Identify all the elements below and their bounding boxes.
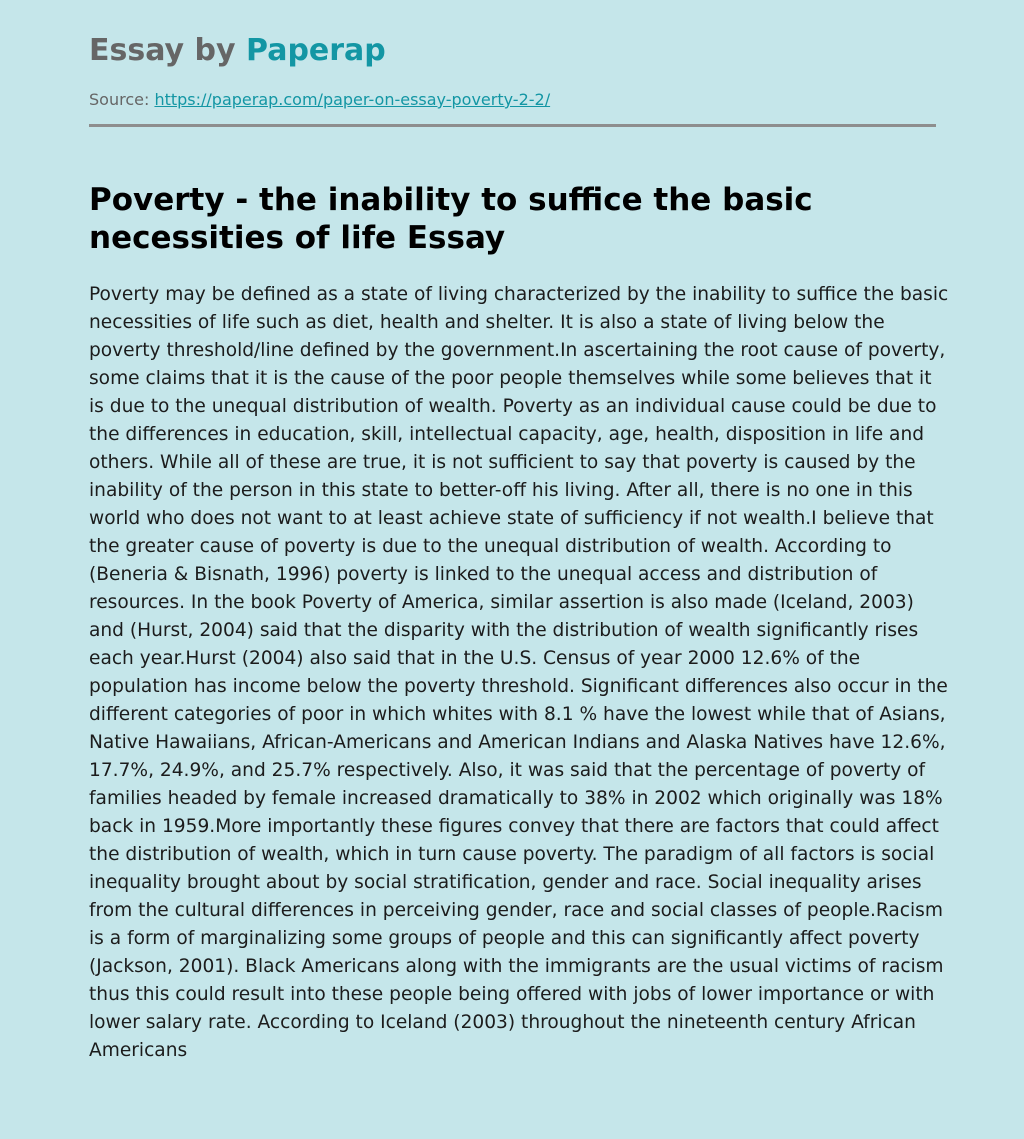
source-link[interactable]: https://paperap.com/paper-on-essay-poverty-2-2/ bbox=[154, 90, 551, 109]
brand-name: Paperap bbox=[246, 33, 386, 68]
site-brand bbox=[89, 31, 386, 71]
essay-body: Poverty may be defined as a state of living characterized by the inability to suffice the basic necessities of life such as diet, health and shelter. It is also a state of living below the poverty threshold/line defined by the government.In ascertaining the root cause of poverty, some claims that it is the cause of the poor people themselves while some believes that it is due to the unequal distribution of wealth. Poverty as an individual cause could be due to the differences in education, skill, intellectual capacity, age, health, disposition in life and others. While all of these are true, it is not sufficient to say that poverty is caused by the inability of the person in this state to better-off his living. After all, there is no one in this world who does not want to at least achieve state of sufficiency if not wealth.I believe that the greater cause of poverty is due to the unequal distribution of wealth. According to (Beneria & Bisnath, 1996) poverty is linked to the unequal access and distribution of resources. In the book Poverty of America, similar assertion is also made (Iceland, 2003) and (Hurst, 2004) said that the disparity with the distribution of wealth significantly rises each year.Hurst (2004) also said that in the U.S. Census of year 2000 12.6% of the population has income below the poverty threshold. Significant differences also occur in the different categories of poor in which whites with 8.1 % have the lowest while that of Asians, Native Hawaiians, African-Americans and American Indians and Alaska Natives have 12.6%, 17.7%, 24.9%, and 25.7% respectively. Also, it was said that the percentage of poverty of families headed by female increased dramatically to 38% in 2002 which originally was 18% back in 1959.More importantly these figures convey that there are factors that could affect the distribution of wealth, which in turn cause poverty. The paradigm of all factors is social inequality brought about by social stratification, gender and race. Social inequality arises from the cultural differences in perceiving gender, race and social classes of people.Racism is a form of marginalizing some groups of people and this can significantly affect poverty (Jackson, 2001). Black Americans along with the immigrants are the usual victims of racism thus this could result into these people being offered with jobs of lower importance or with lower salary rate. According to Iceland (2003) throughout the nineteenth century African Americans bbox=[89, 284, 949, 1061]
essay-title: Poverty - the inability to suffice the basic necessities of life Essay bbox=[89, 182, 813, 256]
source-line bbox=[89, 89, 550, 111]
header-divider bbox=[89, 124, 936, 127]
source-label: Source: bbox=[89, 90, 150, 109]
brand-prefix: Essay by bbox=[89, 33, 247, 68]
